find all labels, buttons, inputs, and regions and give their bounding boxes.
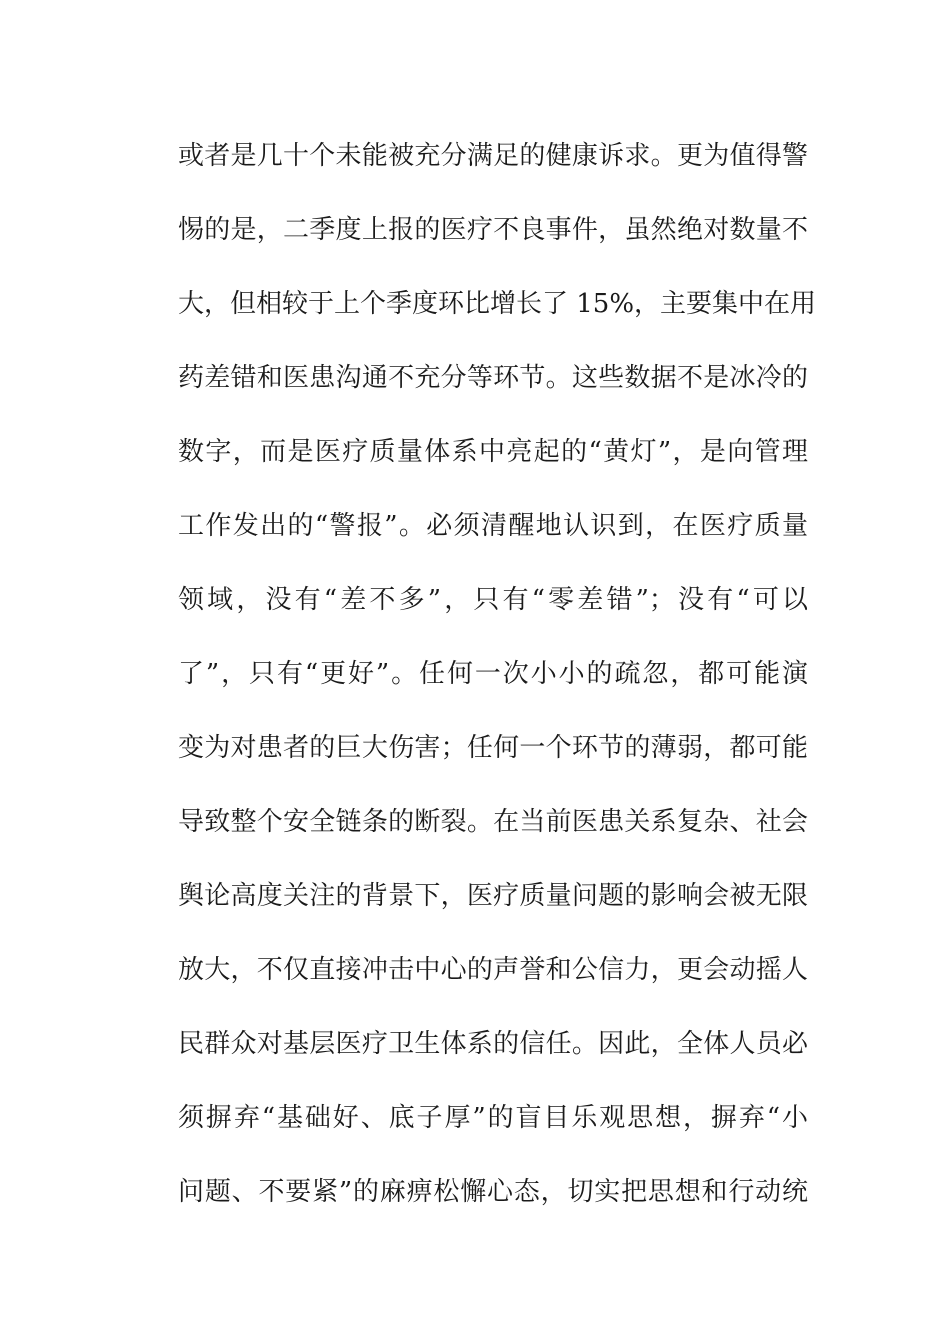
text-line: 舆论高度关注的背景下，医疗质量问题的影响会被无限	[178, 881, 808, 911]
text-line: 须摒弃“基础好、底子厚”的盲目乐观思想，摒弃“小	[178, 1103, 808, 1133]
text-line: 放大，不仅直接冲击中心的声誉和公信力，更会动摇人	[178, 955, 808, 985]
text-line: 数字，而是医疗质量体系中亮起的“黄灯”，是向管理	[178, 437, 808, 467]
body-paragraph	[178, 132, 817, 1242]
text-line: 问题、不要紧”的麻痹松懈心态，切实把思想和行动统	[178, 1177, 808, 1207]
text-line: 惕的是，二季度上报的医疗不良事件，虽然绝对数量不	[178, 215, 808, 245]
text-line: 变为对患者的巨大伤害；任何一个环节的薄弱，都可能	[178, 733, 808, 763]
text-line: 工作发出的“警报”。必须清醒地认识到，在医疗质量	[178, 511, 808, 541]
text-line: 或者是几十个未能被充分满足的健康诉求。更为值得警	[178, 141, 808, 171]
text-line: 了”，只有“更好”。任何一次小小的疏忽，都可能演	[178, 659, 808, 689]
text-line: 领域，没有“差不多”，只有“零差错”；没有“可以	[178, 585, 808, 615]
text-line: 导致整个安全链条的断裂。在当前医患关系复杂、社会	[178, 807, 808, 837]
text-line: 药差错和医患沟通不充分等环节。这些数据不是冰冷的	[178, 363, 808, 393]
text-line: 民群众对基层医疗卫生体系的信任。因此，全体人员必	[178, 1029, 808, 1059]
text-line: 大，但相较于上个季度环比增长了 15%，主要集中在用	[178, 289, 817, 319]
